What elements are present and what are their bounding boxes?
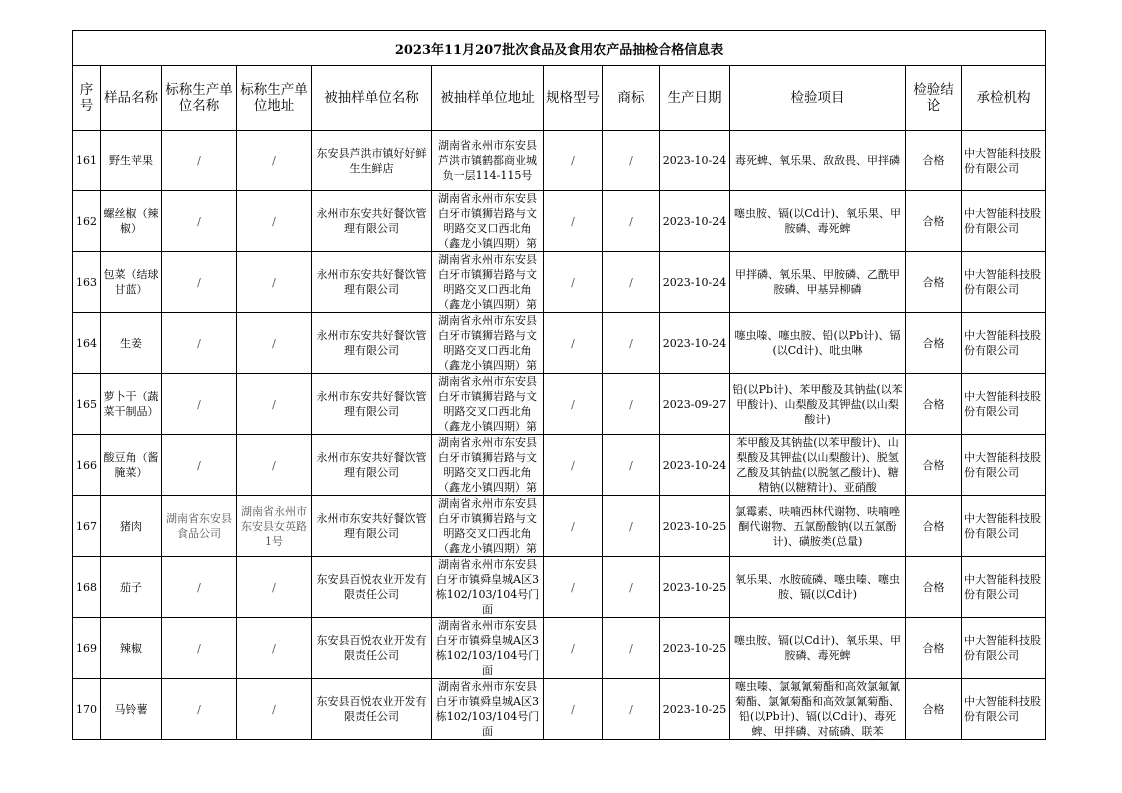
- manufacturer-address: /: [272, 641, 276, 655]
- sampled-unit-address-cell: [432, 618, 544, 679]
- lab: 中大智能科技股份有限公司: [964, 512, 1041, 540]
- lab: 中大智能科技股份有限公司: [964, 329, 1041, 357]
- brand: /: [629, 214, 633, 228]
- header-row: [73, 66, 1046, 131]
- sampled-unit-address-cell: [432, 131, 544, 191]
- manufacturer: /: [197, 458, 201, 472]
- brand: /: [629, 154, 633, 167]
- sample-name-cell: [101, 191, 162, 252]
- sampled-unit-address-cell: [432, 435, 544, 496]
- production-date-cell: [660, 496, 730, 557]
- lab: 中大智能科技股份有限公司: [964, 146, 1041, 175]
- lab-cell: [962, 679, 1046, 740]
- manufacturer-address: /: [272, 458, 276, 472]
- spec-cell: [544, 191, 603, 252]
- manufacturer-address-cell: [237, 313, 312, 374]
- test-items-cell: [730, 131, 906, 191]
- result: 合格: [922, 154, 945, 167]
- sampled-unit-address-cell: [432, 496, 544, 557]
- spec-cell: [544, 679, 603, 740]
- sampled-unit-address: 湖南省永州市东安县白牙市镇狮岩路与文明路交叉口西北角（鑫龙小镇四期）第: [438, 436, 537, 494]
- sampled-unit: 东安县百悦农业开发有限责任公司: [316, 695, 427, 723]
- sampled-unit: 永州市东安共好餐饮管理有限公司: [316, 390, 427, 418]
- row-number: 167: [76, 519, 97, 533]
- header-manufacturer: 标称生产单位名称: [162, 66, 237, 131]
- sampled-unit-address: 湖南省永州市东安县白牙市镇狮岩路与文明路交叉口西北角（鑫龙小镇四期）第: [438, 375, 537, 433]
- sampled-unit: 永州市东安共好餐饮管理有限公司: [316, 268, 427, 296]
- sample-name: 猪肉: [120, 519, 142, 533]
- production-date: 2023-10-25: [662, 580, 727, 594]
- production-date: 2023-10-24: [662, 336, 727, 350]
- sampled-unit-cell: [312, 679, 432, 740]
- brand-cell: [603, 374, 660, 435]
- sample-name: 萝卜干（蔬菜干制品）: [103, 390, 159, 418]
- lab-cell: [962, 618, 1046, 679]
- row-number-cell: [73, 131, 101, 191]
- result: 合格: [922, 214, 945, 228]
- row-number: 165: [76, 397, 97, 411]
- sample-name: 马铃薯: [114, 702, 148, 716]
- sampled-unit: 东安县百悦农业开发有限责任公司: [316, 573, 427, 601]
- sampled-unit-address: 湖南省永州市东安县白牙市镇舜皇城A区3栋102/103/104号门面: [435, 558, 540, 616]
- sampled-unit-cell: [312, 435, 432, 496]
- production-date: 2023-10-24: [662, 458, 727, 472]
- production-date: 2023-10-25: [662, 519, 727, 533]
- manufacturer-address: /: [272, 214, 276, 228]
- brand: /: [629, 336, 633, 350]
- spec-cell: [544, 313, 603, 374]
- production-date-cell: [660, 374, 730, 435]
- spec-cell: [544, 435, 603, 496]
- brand: /: [629, 458, 633, 472]
- row-number: 166: [76, 458, 97, 472]
- test-items: 噻虫嗪、噻虫胺、铅(以Pb计)、镉(以Cd计)、吡虫啉: [734, 329, 901, 357]
- spec: /: [571, 214, 575, 228]
- inspection-table: [72, 30, 1046, 740]
- spec-cell: [544, 252, 603, 313]
- result-cell: [906, 131, 962, 191]
- sample-name: 螺丝椒（辣椒）: [103, 207, 159, 235]
- table-row: [73, 313, 1046, 374]
- spec-cell: [544, 557, 603, 618]
- manufacturer-address: /: [272, 154, 276, 167]
- test-items-cell: [730, 313, 906, 374]
- row-number-cell: [73, 191, 101, 252]
- spec: /: [571, 641, 575, 655]
- sampled-unit-cell: [312, 252, 432, 313]
- sample-name-cell: [101, 618, 162, 679]
- manufacturer-address-cell: [237, 435, 312, 496]
- sampled-unit-address: 湖南省永州市东安县芦洪市镇鹤都商业城负一层114-115号: [438, 139, 537, 182]
- test-items: 氧乐果、水胺硫磷、噻虫嗪、噻虫胺、镉(以Cd计): [735, 573, 900, 601]
- brand-cell: [603, 252, 660, 313]
- sample-name-cell: [101, 131, 162, 191]
- table-row: [73, 374, 1046, 435]
- row-number-cell: [73, 496, 101, 557]
- spec: /: [571, 397, 575, 411]
- sample-name: 茄子: [120, 580, 142, 594]
- header-sample-name: 样品名称: [101, 66, 162, 131]
- test-items-cell: [730, 496, 906, 557]
- production-date: 2023-10-25: [662, 702, 727, 716]
- lab: 中大智能科技股份有限公司: [964, 634, 1041, 662]
- sampled-unit: 永州市东安共好餐饮管理有限公司: [316, 451, 427, 479]
- test-items-cell: [730, 435, 906, 496]
- brand-cell: [603, 557, 660, 618]
- table-row: [73, 679, 1046, 740]
- manufacturer-cell: [162, 496, 237, 557]
- sampled-unit: 永州市东安共好餐饮管理有限公司: [316, 207, 427, 235]
- row-number-cell: [73, 252, 101, 313]
- manufacturer-address: /: [272, 702, 276, 716]
- sample-name-cell: [101, 252, 162, 313]
- production-date: 2023-09-27: [662, 397, 727, 411]
- manufacturer-cell: [162, 313, 237, 374]
- test-items: 噻虫嗪、氯氟氰菊酯和高效氯氟氰菊酯、氯氰菊酯和高效氯氰菊酯、铅(以Pb计)、镉(以Cd计)、毒死蜱、甲拌磷、对硫磷、联苯: [735, 680, 900, 738]
- manufacturer-address-cell: [237, 374, 312, 435]
- header-manufacturer-address: 标称生产单位地址: [237, 66, 312, 131]
- manufacturer-address-cell: [237, 618, 312, 679]
- sampled-unit-address-cell: [432, 191, 544, 252]
- result: 合格: [922, 397, 945, 411]
- header-sampled-unit-address: 被抽样单位地址: [432, 66, 544, 131]
- brand: /: [629, 519, 633, 533]
- sampled-unit-cell: [312, 557, 432, 618]
- production-date-cell: [660, 131, 730, 191]
- row-number: 170: [76, 702, 97, 716]
- manufacturer-address-cell: [237, 496, 312, 557]
- manufacturer-cell: [162, 191, 237, 252]
- result-cell: [906, 618, 962, 679]
- row-number: 168: [76, 580, 97, 594]
- manufacturer: /: [197, 275, 201, 289]
- row-number: 162: [76, 214, 97, 228]
- brand-cell: [603, 131, 660, 191]
- sampled-unit-cell: [312, 313, 432, 374]
- spec: /: [571, 154, 575, 167]
- sampled-unit: 东安县百悦农业开发有限责任公司: [316, 634, 427, 662]
- sampled-unit-address: 湖南省永州市东安县白牙市镇舜皇城A区3栋102/103/104号门面: [435, 680, 540, 738]
- manufacturer-address-cell: [237, 131, 312, 191]
- manufacturer-cell: [162, 618, 237, 679]
- table-row: [73, 618, 1046, 679]
- spec: /: [571, 458, 575, 472]
- result-cell: [906, 313, 962, 374]
- lab-cell: [962, 131, 1046, 191]
- lab-cell: [962, 252, 1046, 313]
- manufacturer: 湖南省东安县食品公司: [166, 512, 232, 540]
- row-number-cell: [73, 679, 101, 740]
- lab: 中大智能科技股份有限公司: [964, 573, 1041, 601]
- production-date-cell: [660, 679, 730, 740]
- row-number: 163: [76, 275, 97, 289]
- row-number-cell: [73, 435, 101, 496]
- sampled-unit: 东安县芦洪市镇好好鲜生生鲜店: [316, 146, 427, 175]
- manufacturer: /: [197, 214, 201, 228]
- header-sampled-unit: 被抽样单位名称: [312, 66, 432, 131]
- sample-name: 酸豆角（酱腌菜）: [103, 451, 159, 479]
- result: 合格: [922, 641, 945, 655]
- sampled-unit-cell: [312, 496, 432, 557]
- manufacturer-address-cell: [237, 557, 312, 618]
- result-cell: [906, 679, 962, 740]
- table-row: [73, 557, 1046, 618]
- manufacturer-cell: [162, 252, 237, 313]
- result: 合格: [922, 519, 945, 533]
- result-cell: [906, 435, 962, 496]
- table-row: [73, 496, 1046, 557]
- manufacturer-cell: [162, 435, 237, 496]
- table-row: [73, 435, 1046, 496]
- production-date: 2023-10-24: [662, 214, 727, 228]
- production-date-cell: [660, 435, 730, 496]
- sampled-unit-cell: [312, 131, 432, 191]
- test-items-cell: [730, 191, 906, 252]
- brand: /: [629, 275, 633, 289]
- lab: 中大智能科技股份有限公司: [964, 268, 1041, 296]
- lab-cell: [962, 435, 1046, 496]
- header-spec: 规格型号: [544, 66, 603, 131]
- header-production-date: 生产日期: [660, 66, 730, 131]
- lab-cell: [962, 496, 1046, 557]
- row-number-cell: [73, 374, 101, 435]
- spec-cell: [544, 618, 603, 679]
- test-items: 甲拌磷、氧乐果、甲胺磷、乙酰甲胺磷、甲基异柳磷: [735, 268, 900, 296]
- sample-name: 包菜（结球甘蓝）: [103, 268, 159, 296]
- result: 合格: [922, 275, 945, 289]
- manufacturer-address: /: [272, 336, 276, 350]
- row-number-cell: [73, 618, 101, 679]
- result-cell: [906, 496, 962, 557]
- sample-name-cell: [101, 435, 162, 496]
- manufacturer-cell: [162, 557, 237, 618]
- manufacturer: /: [197, 641, 201, 655]
- brand-cell: [603, 618, 660, 679]
- sample-name: 生姜: [120, 336, 142, 350]
- sampled-unit-address: 湖南省永州市东安县白牙市镇狮岩路与文明路交叉口西北角（鑫龙小镇四期）第: [438, 314, 537, 372]
- manufacturer-address: /: [272, 275, 276, 289]
- manufacturer-cell: [162, 679, 237, 740]
- test-items: 氯霉素、呋喃西林代谢物、呋喃唑酮代谢物、五氯酚酸钠(以五氯酚计)、磺胺类(总量): [735, 504, 900, 548]
- sample-name: 辣椒: [120, 641, 142, 655]
- brand: /: [629, 702, 633, 716]
- row-number-cell: [73, 557, 101, 618]
- sample-name-cell: [101, 557, 162, 618]
- test-items: 噻虫胺、镉(以Cd计)、氧乐果、甲胺磷、毒死蜱: [733, 634, 902, 662]
- brand-cell: [603, 496, 660, 557]
- table-title: 2023年11月207批次食品及食用农产品抽检合格信息表: [73, 31, 1046, 66]
- header-no: 序号: [73, 66, 101, 131]
- result: 合格: [922, 336, 945, 350]
- spec: /: [571, 336, 575, 350]
- table-row: [73, 252, 1046, 313]
- result: 合格: [922, 580, 945, 594]
- result-cell: [906, 374, 962, 435]
- manufacturer: /: [197, 702, 201, 716]
- row-number: 169: [76, 641, 97, 655]
- sampled-unit: 永州市东安共好餐饮管理有限公司: [316, 512, 427, 540]
- spec-cell: [544, 374, 603, 435]
- manufacturer-address: /: [272, 397, 276, 411]
- brand: /: [629, 580, 633, 594]
- manufacturer: /: [197, 580, 201, 594]
- manufacturer: /: [197, 397, 201, 411]
- spec: /: [571, 580, 575, 594]
- sample-name-cell: [101, 313, 162, 374]
- header-lab: 承检机构: [962, 66, 1046, 131]
- sampled-unit-address-cell: [432, 252, 544, 313]
- sampled-unit-address: 湖南省永州市东安县白牙市镇舜皇城A区3栋102/103/104号门面: [435, 619, 540, 677]
- test-items-cell: [730, 374, 906, 435]
- manufacturer: /: [197, 154, 201, 167]
- lab-cell: [962, 557, 1046, 618]
- manufacturer-cell: [162, 131, 237, 191]
- result: 合格: [922, 702, 945, 716]
- test-items-cell: [730, 252, 906, 313]
- test-items: 铅(以Pb计)、苯甲酸及其钠盐(以苯甲酸计)、山梨酸及其钾盐(以山梨酸计): [732, 382, 903, 426]
- sample-name-cell: [101, 496, 162, 557]
- result-cell: [906, 252, 962, 313]
- test-items-cell: [730, 679, 906, 740]
- result: 合格: [922, 458, 945, 472]
- sample-name: 野生苹果: [109, 154, 153, 167]
- sampled-unit-address-cell: [432, 313, 544, 374]
- lab-cell: [962, 191, 1046, 252]
- production-date: 2023-10-24: [662, 275, 727, 289]
- test-items-cell: [730, 618, 906, 679]
- manufacturer-address: 湖南省永州市东安县女英路1号: [241, 504, 307, 548]
- row-number: 164: [76, 336, 97, 350]
- spec: /: [571, 275, 575, 289]
- manufacturer-address-cell: [237, 679, 312, 740]
- production-date-cell: [660, 313, 730, 374]
- test-items-cell: [730, 557, 906, 618]
- brand: /: [629, 397, 633, 411]
- sample-name-cell: [101, 374, 162, 435]
- spec-cell: [544, 131, 603, 191]
- lab: 中大智能科技股份有限公司: [964, 451, 1041, 479]
- sampled-unit-address-cell: [432, 679, 544, 740]
- test-items: 苯甲酸及其钠盐(以苯甲酸计)、山梨酸及其钾盐(以山梨酸计)、脱氢乙酸及其钠盐(以脱氢乙酸计)、糖精钠(以糖精计)、亚硝酸: [736, 436, 899, 494]
- table-row: [73, 191, 1046, 252]
- sampled-unit-address: 湖南省永州市东安县白牙市镇狮岩路与文明路交叉口西北角（鑫龙小镇四期）第: [438, 192, 537, 250]
- manufacturer-cell: [162, 374, 237, 435]
- manufacturer-address: /: [272, 580, 276, 594]
- brand-cell: [603, 313, 660, 374]
- sampled-unit-address: 湖南省永州市东安县白牙市镇狮岩路与文明路交叉口西北角（鑫龙小镇四期）第: [438, 497, 537, 555]
- sampled-unit-cell: [312, 374, 432, 435]
- brand: /: [629, 641, 633, 655]
- production-date: 2023-10-24: [662, 154, 727, 167]
- sampled-unit-cell: [312, 618, 432, 679]
- brand-cell: [603, 679, 660, 740]
- sampled-unit-cell: [312, 191, 432, 252]
- lab-cell: [962, 374, 1046, 435]
- sample-name-cell: [101, 679, 162, 740]
- lab: 中大智能科技股份有限公司: [964, 207, 1041, 235]
- production-date-cell: [660, 618, 730, 679]
- test-items: 毒死蜱、氧乐果、敌敌畏、甲拌磷: [735, 154, 900, 167]
- sampled-unit-address-cell: [432, 557, 544, 618]
- sampled-unit-address: 湖南省永州市东安县白牙市镇狮岩路与文明路交叉口西北角（鑫龙小镇四期）第: [438, 253, 537, 311]
- spec: /: [571, 702, 575, 716]
- manufacturer: /: [197, 336, 201, 350]
- test-items: 噻虫胺、镉(以Cd计)、氧乐果、甲胺磷、毒死蜱: [733, 207, 902, 235]
- lab-cell: [962, 313, 1046, 374]
- lab: 中大智能科技股份有限公司: [964, 695, 1041, 723]
- manufacturer-address-cell: [237, 191, 312, 252]
- header-brand: 商标: [603, 66, 660, 131]
- spec: /: [571, 519, 575, 533]
- production-date-cell: [660, 191, 730, 252]
- production-date: 2023-10-25: [662, 641, 727, 655]
- header-result: 检验结论: [906, 66, 962, 131]
- row-number-cell: [73, 313, 101, 374]
- result-cell: [906, 191, 962, 252]
- brand-cell: [603, 191, 660, 252]
- row-number: 161: [76, 154, 97, 167]
- production-date-cell: [660, 557, 730, 618]
- manufacturer-address-cell: [237, 252, 312, 313]
- header-test-items: 检验项目: [730, 66, 906, 131]
- sampled-unit-address-cell: [432, 374, 544, 435]
- result-cell: [906, 557, 962, 618]
- spec-cell: [544, 496, 603, 557]
- table-row: [73, 131, 1046, 191]
- sampled-unit: 永州市东安共好餐饮管理有限公司: [316, 329, 427, 357]
- production-date-cell: [660, 252, 730, 313]
- lab: 中大智能科技股份有限公司: [964, 390, 1041, 418]
- brand-cell: [603, 435, 660, 496]
